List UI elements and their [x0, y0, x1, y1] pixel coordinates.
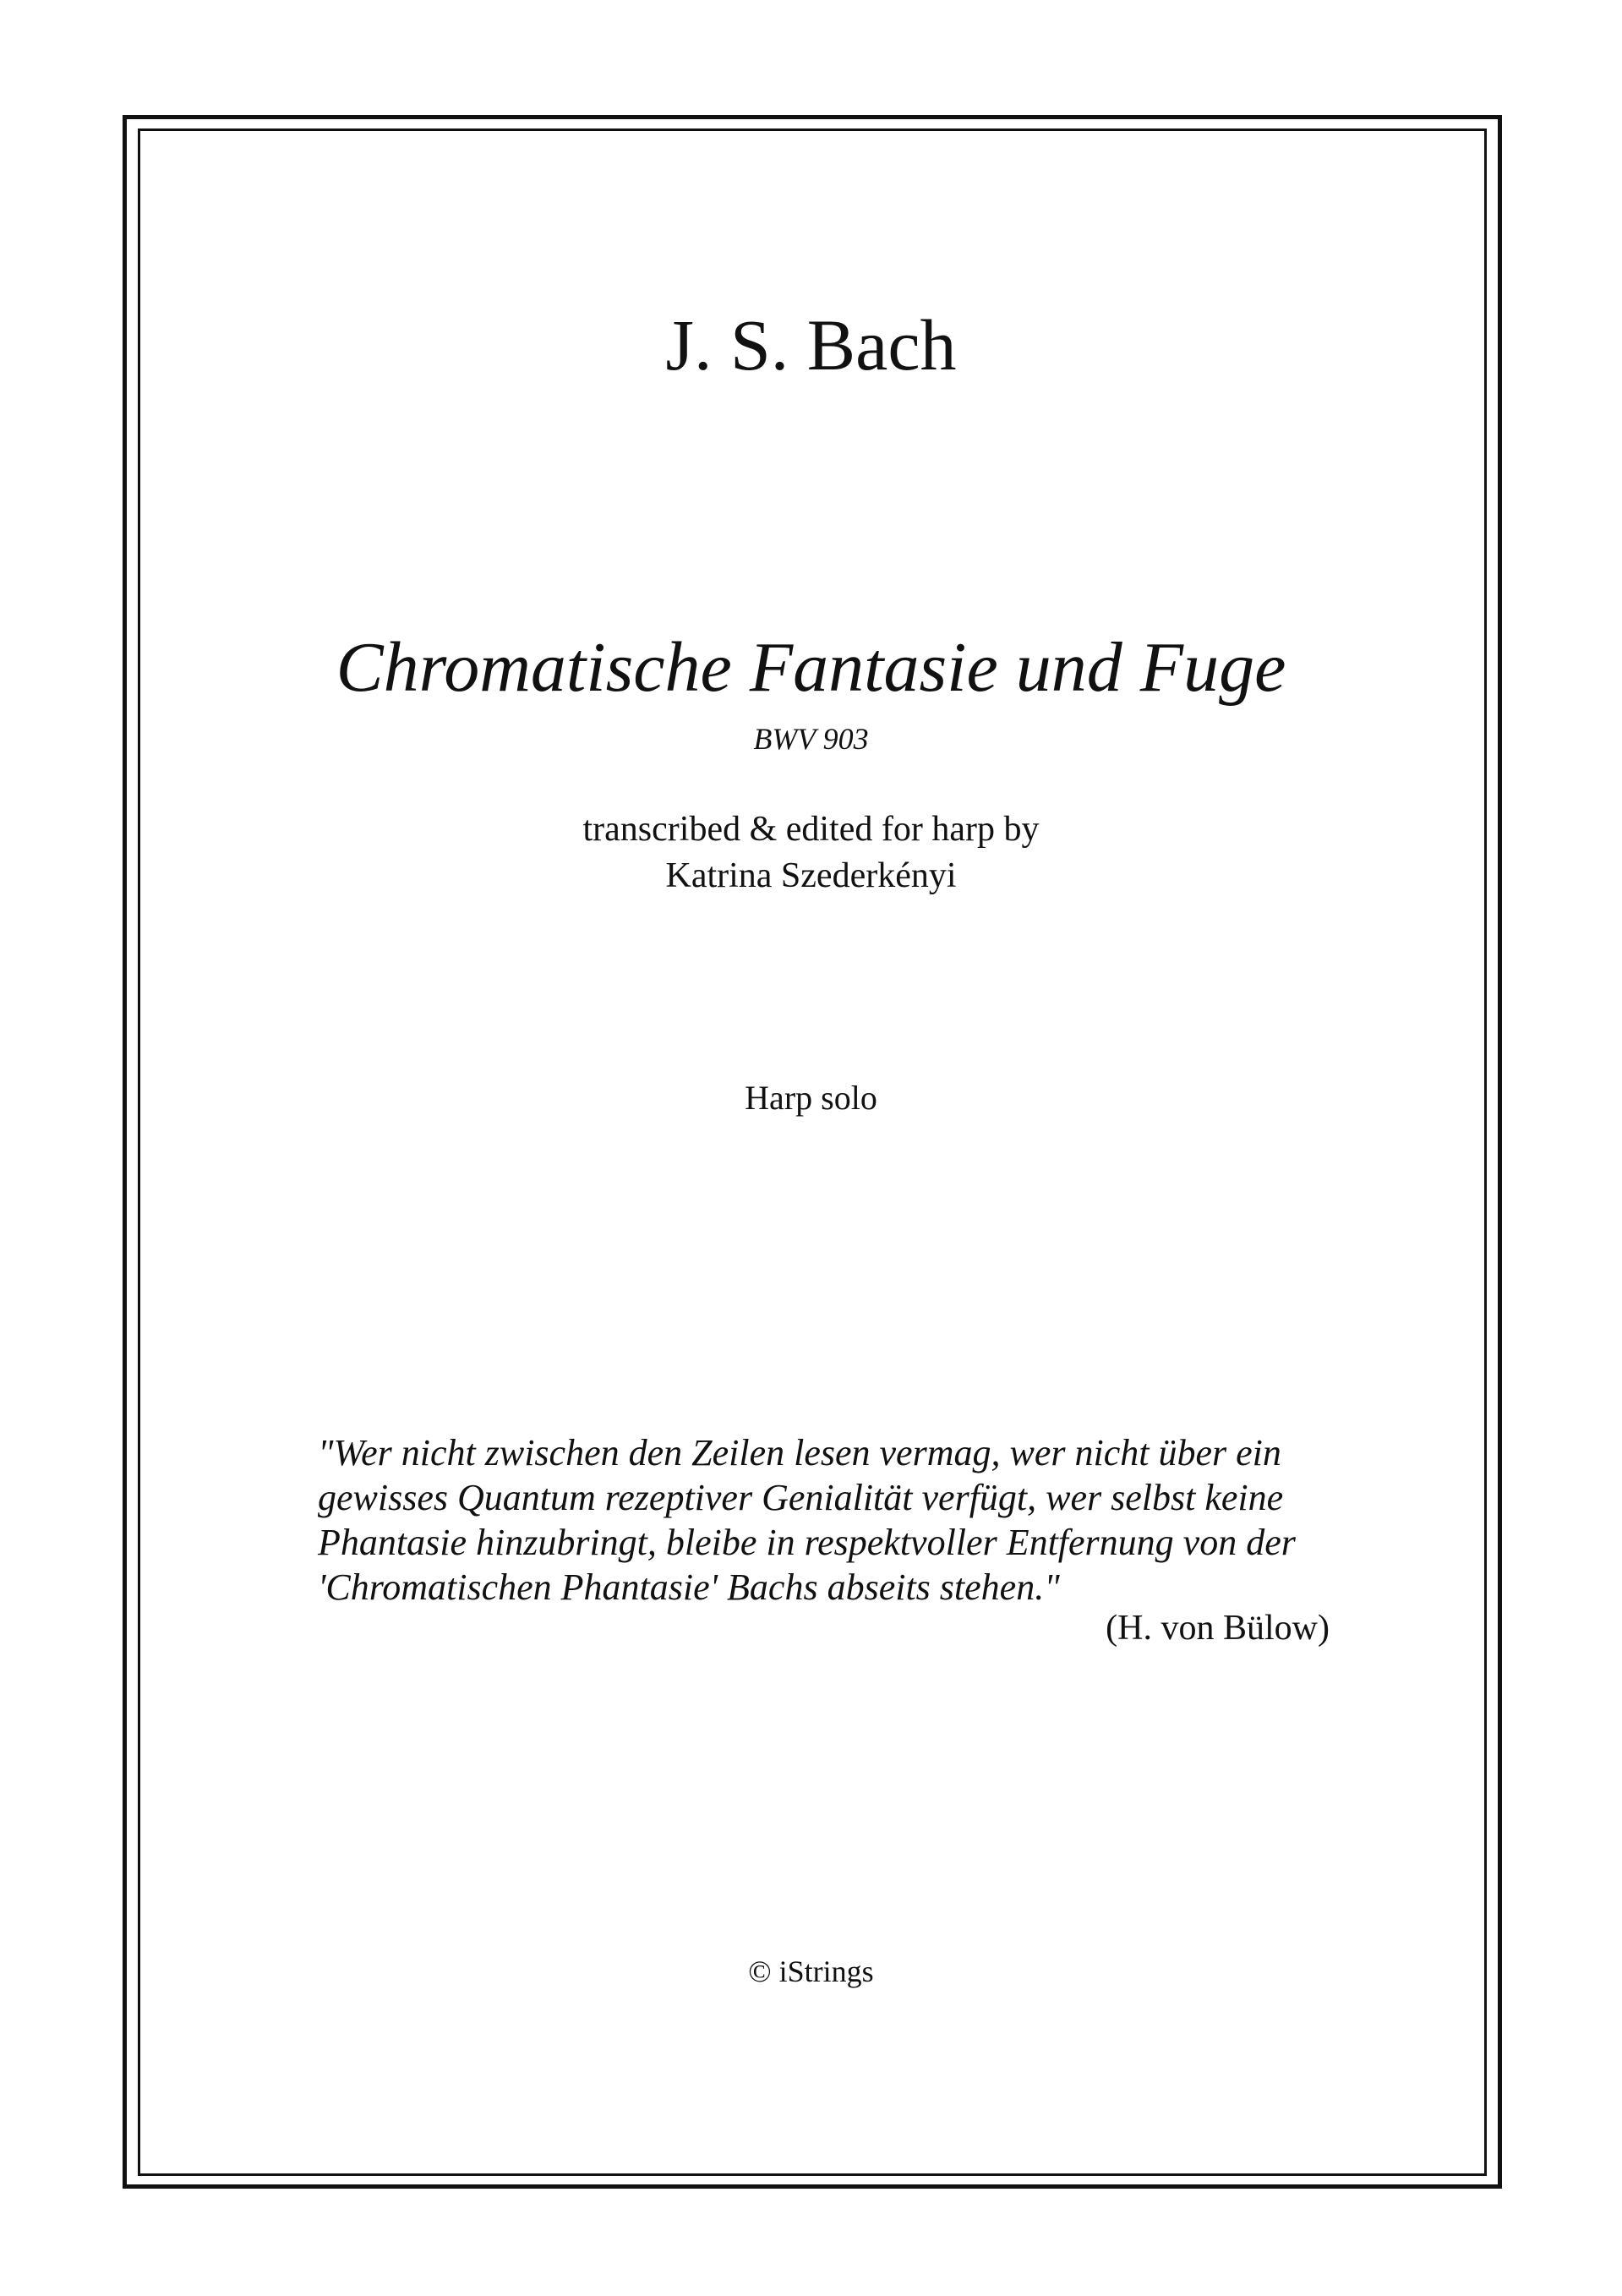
quote-line: "Wer nicht zwischen den Zeilen lesen vermag, wer nicht über ein: [318, 1432, 1281, 1473]
quote-line: Phantasie hinzubringt, bleibe in respektvoller Entfernung von der: [318, 1522, 1296, 1563]
copyright-notice: © iStrings: [748, 1954, 874, 1988]
quote-attribution: (H. von Bülow): [1106, 1609, 1330, 1648]
arranger-name: Katrina Szederkényi: [665, 856, 957, 895]
instrumentation: Harp solo: [745, 1079, 877, 1117]
work-title: Chromatische Fantasie und Fuge: [336, 628, 1286, 707]
epigraph-quote: [318, 1430, 1332, 1610]
arrangement-credit: transcribed & edited for harp by: [582, 810, 1040, 849]
quote-line: 'Chromatischen Phantasie' Bachs abseits stehen.": [318, 1566, 1060, 1608]
quote-line: gewisses Quantum rezeptiver Genialität verfügt, wer selbst keine: [318, 1477, 1284, 1518]
catalog-number: BWV 903: [753, 722, 869, 756]
composer-name: J. S. Bach: [665, 304, 957, 385]
page-border-inner: [138, 128, 1487, 2176]
